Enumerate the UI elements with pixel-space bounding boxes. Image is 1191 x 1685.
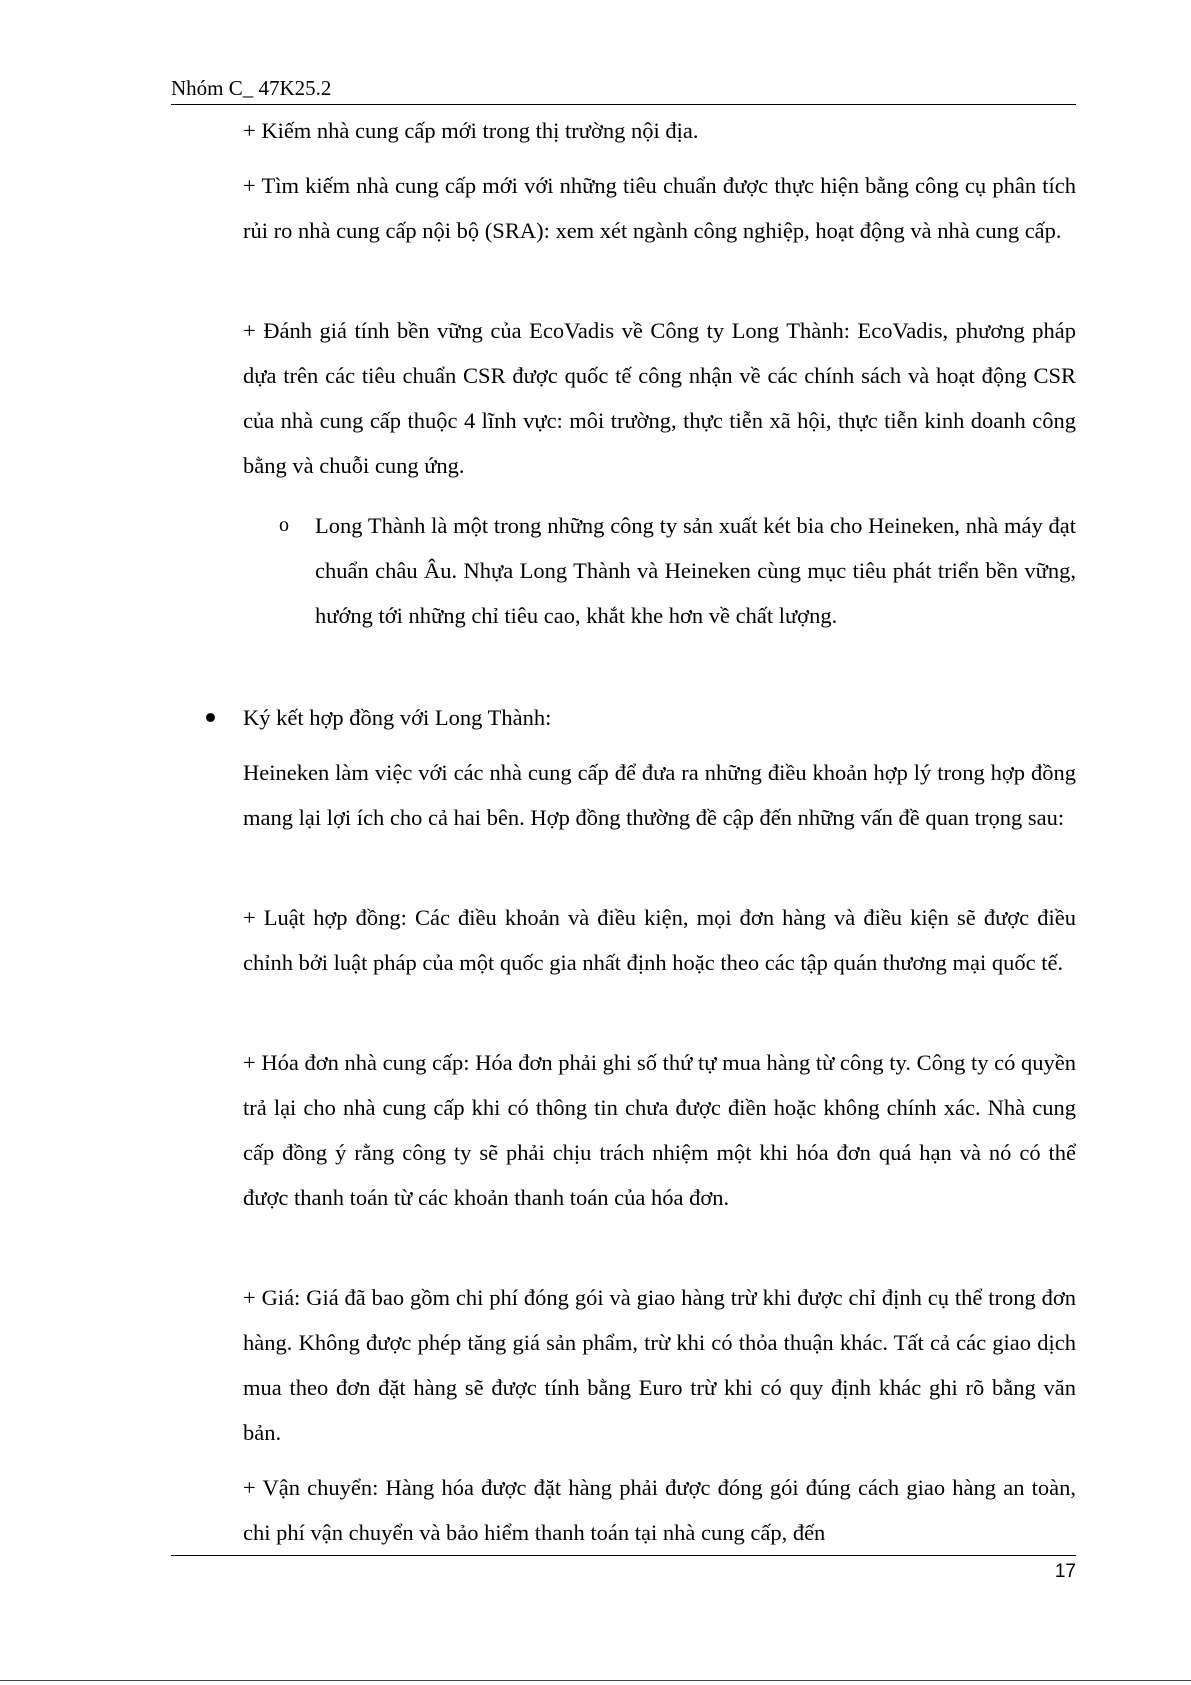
paragraph-long-thanh-profile: Long Thành là một trong những công ty sản xuất két bia cho Heineken, nhà máy đạt chuẩn châu Âu. Nhựa Long Thành và Heineken cùng mục tiêu phát triển bền vững, hướng tới những chỉ tiêu cao, khắt khe hơn về chất lượng.	[315, 513, 1076, 628]
footer-divider	[171, 1555, 1076, 1556]
paragraph-contract-law: + Luật hợp đồng: Các điều khoản và điều kiện, mọi đơn hàng và điều kiện sẽ được điều chỉnh bởi luật pháp của một quốc gia nhất định hoặc theo các tập quán thương mại quốc tế.	[243, 905, 1076, 975]
paragraph-supplier-invoice: + Hóa đơn nhà cung cấp: Hóa đơn phải ghi số thứ tự mua hàng từ công ty. Công ty có quyền trả lại cho nhà cung cấp khi có thông tin chưa được điền hoặc không chính xác. Nhà cung cấp đồng ý rằng công ty sẽ phải chịu trách nhiệm một khi hóa đơn quá hạn và nó có thể được thanh toán từ các khoản thanh toán của hóa đơn.	[243, 1050, 1076, 1210]
paragraph-shipping: + Vận chuyển: Hàng hóa được đặt hàng phải được đóng gói đúng cách giao hàng an toàn, chi phí vận chuyển và bảo hiểm thanh toán tại nhà cung cấp, đến	[243, 1475, 1076, 1545]
paragraph-contract-intro: Heineken làm việc với các nhà cung cấp để đưa ra những điều khoản hợp lý trong hợp đồng mang lại lợi ích cho cả hai bên. Hợp đồng thường đề cập đến những vấn đề quan trọng sau:	[243, 760, 1076, 830]
paragraph-domestic-suppliers: + Kiếm nhà cung cấp mới trong thị trường nội địa.	[243, 118, 699, 143]
paragraph-sra-tool: + Tìm kiếm nhà cung cấp mới với những tiêu chuẩn được thực hiện bằng công cụ phân tích rủi ro nhà cung cấp nội bộ (SRA): xem xét ngành công nghiệp, hoạt động và nhà cung cấp.	[243, 173, 1076, 243]
paragraph-price: + Giá: Giá đã bao gồm chi phí đóng gói và giao hàng trừ khi được chỉ định cụ thể trong đơn hàng. Không được phép tăng giá sản phẩm, trừ khi có thỏa thuận khác. Tất cả các giao dịch mua theo đơn đặt hàng sẽ được tính bằng Euro trừ khi có quy định khác ghi rõ bằng văn bản.	[243, 1285, 1076, 1445]
bullet-marker	[206, 713, 215, 722]
header-text: Nhóm C_ 47K25.2	[171, 76, 332, 100]
circle-bullet-marker: o	[279, 514, 289, 536]
paragraph-ecovadis: + Đánh giá tính bền vững của EcoVadis về Công ty Long Thành: EcoVadis, phương pháp dựa trên các tiêu chuẩn CSR được quốc tế công nhận về các chính sách và hoạt động CSR của nhà cung cấp thuộc 4 lĩnh vực: môi trường, thực tiễn xã hội, thực tiễn kinh doanh công bằng và chuỗi cung ứng.	[243, 318, 1076, 478]
page-header	[171, 70, 1076, 105]
page-bottom-edge	[0, 1680, 1191, 1681]
paragraph-contract-heading: Ký kết hợp đồng với Long Thành:	[243, 705, 552, 730]
page-number: 17	[1054, 1561, 1076, 1582]
